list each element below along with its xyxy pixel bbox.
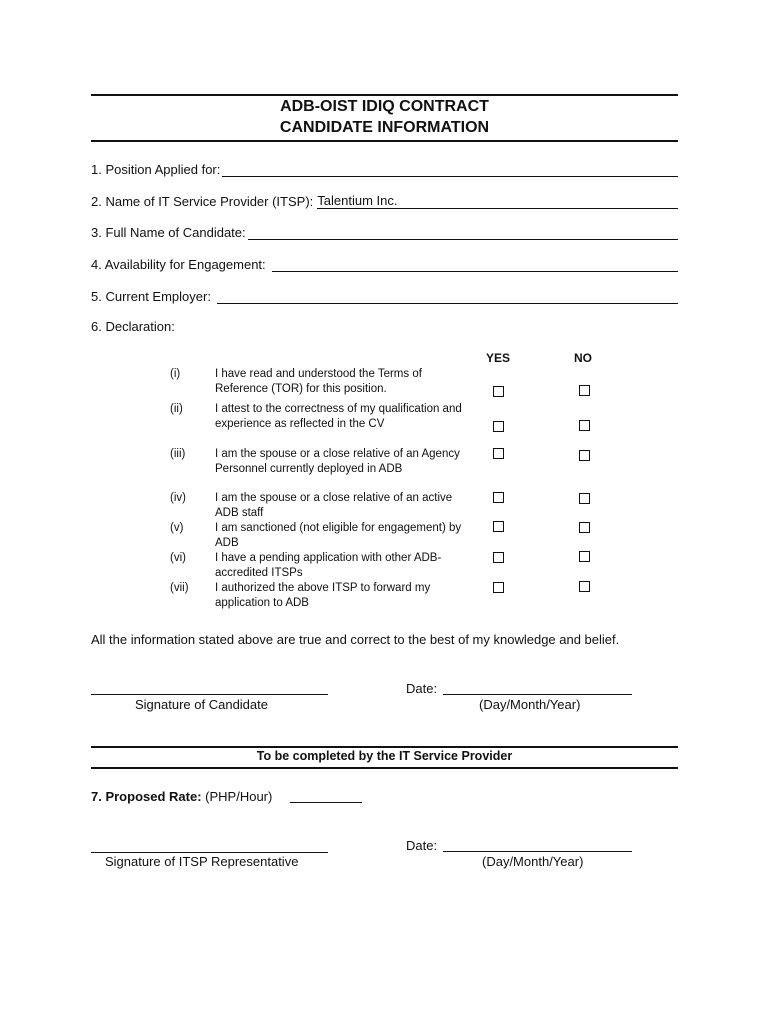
form-subtitle: CANDIDATE INFORMATION — [279, 119, 490, 136]
field-label: 1. Position Applied for: — [91, 162, 221, 177]
no-checkbox-iv[interactable] — [579, 493, 590, 504]
field-line[interactable] — [399, 194, 678, 209]
no-checkbox-i[interactable] — [579, 385, 590, 396]
no-checkbox-vi[interactable] — [579, 551, 590, 562]
itsp-date-label: Date: — [406, 838, 438, 853]
declaration-item-number: (i) — [170, 368, 181, 380]
itsp-section-bottom-rule — [91, 767, 678, 769]
itsp-section-heading: To be completed by the IT Service Provider — [256, 749, 513, 763]
declaration-item-text: I am the spouse or a close relative of an active ADB staff — [215, 492, 453, 519]
yes-checkbox-v[interactable] — [493, 521, 504, 532]
yes-checkbox-i[interactable] — [493, 386, 504, 397]
candidate-date-label: Date: — [406, 681, 438, 696]
field-current-employer[interactable] — [91, 286, 678, 304]
declaration-item-number: (ii) — [170, 403, 183, 415]
declaration-item-text: I am sanctioned (not eligible for engagement) by ADB — [215, 522, 462, 549]
yes-column-header: YES — [486, 351, 511, 365]
no-column-header: NO — [574, 351, 592, 365]
field-position[interactable] — [91, 159, 678, 177]
field-full-name[interactable] — [91, 222, 678, 240]
proposed-rate-line[interactable] — [290, 802, 362, 803]
candidate-signature-label: Signature of Candidate — [135, 697, 268, 712]
field-line[interactable] — [217, 289, 678, 304]
field-availability[interactable] — [91, 254, 678, 272]
yes-checkbox-vii[interactable] — [493, 582, 504, 593]
proposed-rate-label: 7. Proposed Rate: — [91, 789, 202, 804]
yes-checkbox-iii[interactable] — [493, 448, 504, 459]
field-line[interactable] — [272, 257, 678, 272]
proposed-rate-unit: (PHP/Hour) — [205, 789, 273, 804]
declaration-label: 6. Declaration: — [91, 319, 175, 334]
declaration-item-text: I have read and understood the Terms of Reference (TOR) for this position. — [215, 368, 422, 395]
title-rule — [91, 140, 678, 142]
no-checkbox-iii[interactable] — [579, 450, 590, 461]
declaration-item-number: (iv) — [170, 492, 186, 504]
field-line[interactable] — [222, 162, 678, 177]
candidate-signature-line[interactable] — [91, 694, 328, 695]
certification-statement: All the information stated above are true and correct to the best of my knowledge and belief. — [91, 632, 620, 647]
declaration-item-number: (vi) — [170, 552, 186, 564]
field-label: 3. Full Name of Candidate: — [91, 225, 246, 240]
no-checkbox-vii[interactable] — [579, 581, 590, 592]
no-checkbox-ii[interactable] — [579, 420, 590, 431]
itsp-section-top-rule — [91, 746, 678, 748]
proposed-rate-row — [91, 789, 272, 804]
declaration-item-text: I have a pending application with other ADB-accredited ITSPs — [215, 552, 442, 579]
declaration-item-text: I am the spouse or a close relative of an Agency Personnel currently deployed in ADB — [215, 448, 460, 475]
itsp-date-format: (Day/Month/Year) — [482, 854, 584, 869]
itsp-signature-line[interactable] — [91, 852, 328, 853]
field-line[interactable] — [248, 225, 678, 240]
yes-checkbox-iv[interactable] — [493, 492, 504, 503]
declaration-item-number: (iii) — [170, 448, 186, 460]
candidate-date-line[interactable] — [443, 694, 632, 695]
field-itsp-name[interactable] — [91, 191, 678, 209]
yes-checkbox-vi[interactable] — [493, 552, 504, 563]
field-label: 4. Availability for Engagement: — [91, 257, 266, 272]
declaration-item-number: (vii) — [170, 582, 189, 594]
yes-checkbox-ii[interactable] — [493, 421, 504, 432]
field-value[interactable]: Talentium Inc. — [317, 193, 398, 208]
declaration-item-text: I authorized the above ITSP to forward my application to ADB — [215, 582, 431, 609]
declaration-item-number: (v) — [170, 522, 184, 534]
form-title: ADB-OIST IDIQ CONTRACT — [280, 98, 489, 115]
no-checkbox-v[interactable] — [579, 522, 590, 533]
candidate-date-format: (Day/Month/Year) — [479, 697, 581, 712]
field-label: 5. Current Employer: — [91, 289, 211, 304]
field-label: 2. Name of IT Service Provider (ITSP): — [91, 194, 314, 209]
declaration-item-text: I attest to the correctness of my qualification and experience as reflected in the CV — [215, 403, 462, 430]
itsp-signature-label: Signature of ITSP Representative — [105, 854, 299, 869]
itsp-date-line[interactable] — [443, 851, 632, 852]
